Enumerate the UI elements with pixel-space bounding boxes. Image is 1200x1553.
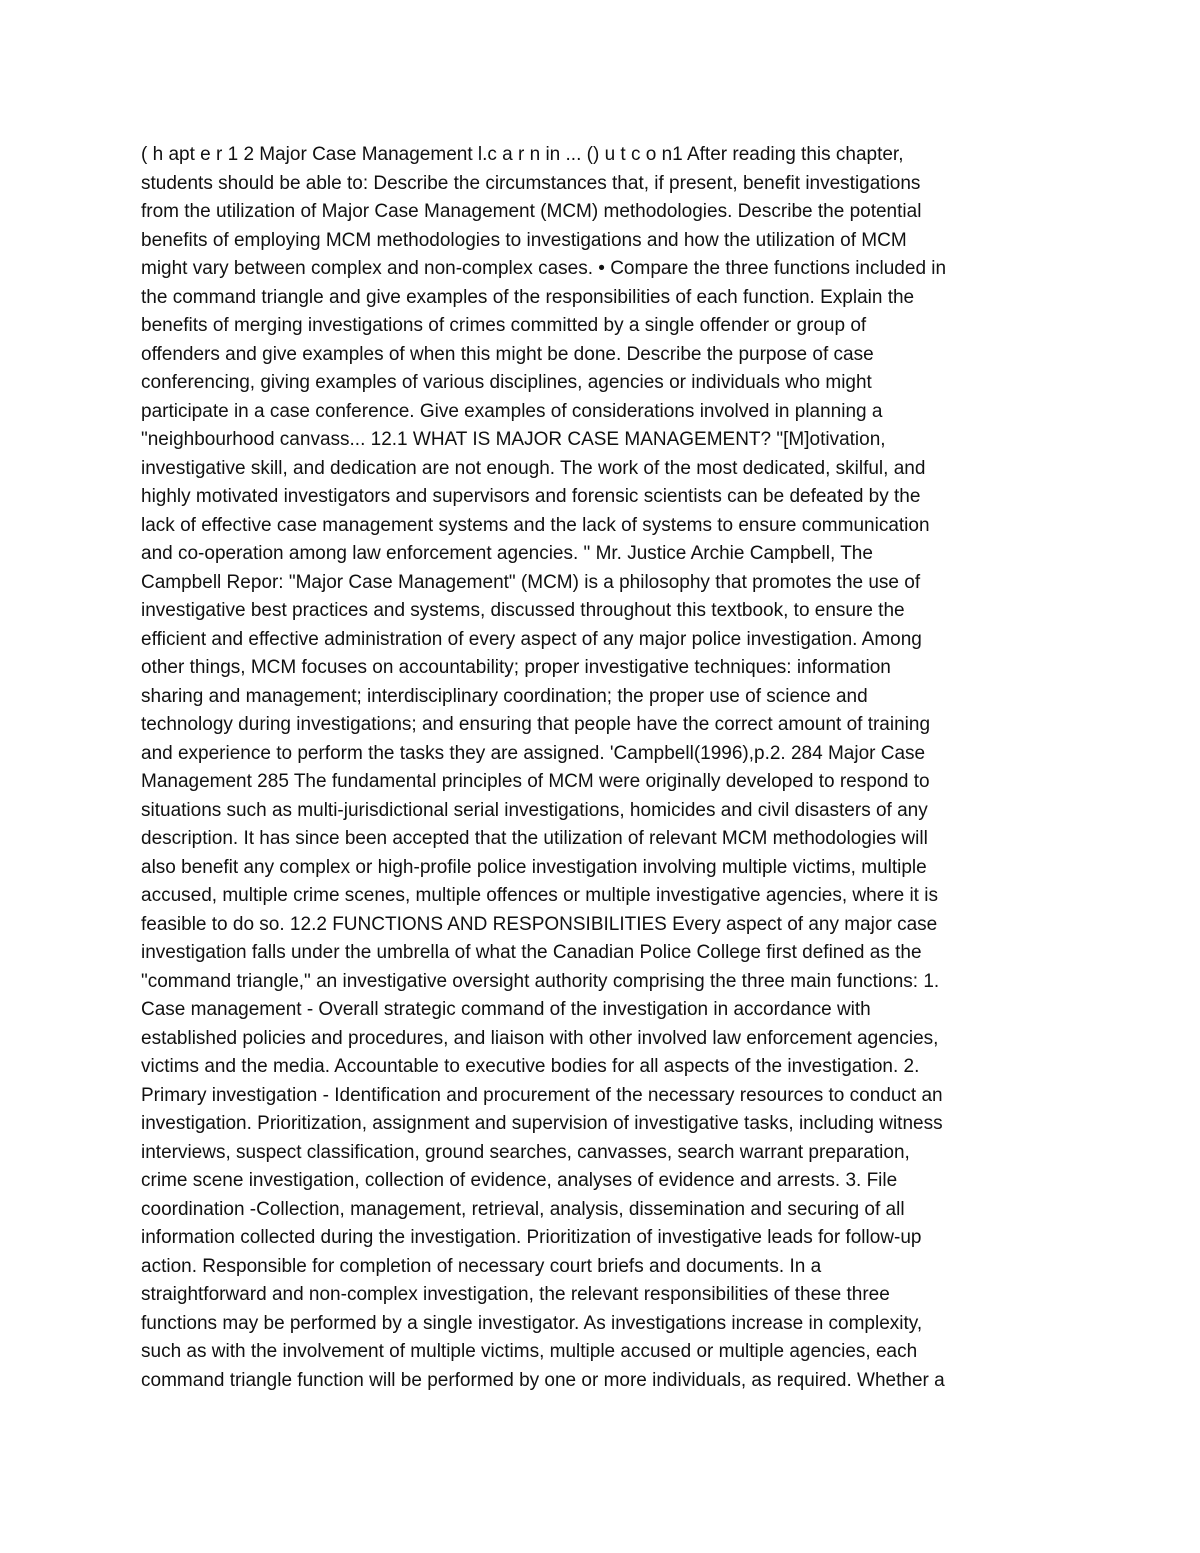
text-line: technology during investigations; and ensuring that people have the correct amount of training (141, 714, 931, 735)
text-line: Primary investigation - Identification and procurement of the necessary resources to conduct an (141, 1084, 943, 1106)
text-line: the command triangle and give examples of the responsibilities of each function. Explain the (141, 286, 915, 308)
text-line: investigation. Prioritization, assignment and supervision of investigative tasks, including witness (141, 1113, 943, 1134)
text-line: also benefit any complex or high-profile police investigation involving multiple victims, multiple (141, 856, 927, 878)
text-line: crime scene investigation, collection of evidence, analyses of evidence and arrests. 3. File (141, 1170, 898, 1191)
text-line: conferencing, giving examples of various disciplines, agencies or individuals who might (141, 372, 872, 393)
text-line: command triangle function will be performed by one or more individuals, as required. Whether a (141, 1369, 945, 1391)
text-line: and experience to perform the tasks they are assigned. 'Campbell(1996),p.2. 284 Major Case (141, 742, 926, 764)
text-line: and co-operation among law enforcement agencies. " Mr. Justice Archie Campbell, The (141, 543, 873, 564)
text-line: offenders and give examples of when this might be done. Describe the purpose of case (141, 343, 874, 365)
text-line: benefits of employing MCM methodologies to investigations and how the utilization of MCM (141, 229, 907, 251)
text-line: straightforward and non-complex investigation, the relevant responsibilities of these three (141, 1284, 890, 1305)
text-line: established policies and procedures, and liaison with other involved law enforcement agencies, (141, 1027, 939, 1049)
text-line: students should be able to: Describe the circumstances that, if present, benefit investigations (141, 172, 921, 194)
text-line: ( h apt e r 1 2 Major Case Management l.c a r n in ... () u t c o n1 After reading this chapter, (141, 144, 904, 165)
text-line: might vary between complex and non-complex cases. • Compare the three functions included in (141, 258, 947, 279)
text-line: Campbell Repor: "Major Case Management" (MCM) is a philosophy that promotes the use of (141, 571, 921, 593)
text-line: victims and the media. Accountable to executive bodies for all aspects of the investigation. 2. (141, 1056, 920, 1077)
text-line: action. Responsible for completion of necessary court briefs and documents. In a (141, 1255, 822, 1277)
text-line: information collected during the investigation. Prioritization of investigative leads for follow-up (141, 1227, 922, 1248)
text-line: functions may be performed by a single investigator. As investigations increase in complexity, (141, 1312, 923, 1334)
text-line: situations such as multi-jurisdictional serial investigations, homicides and civil disasters of any (141, 799, 928, 821)
text-line: lack of effective case management systems and the lack of systems to ensure communication (141, 514, 930, 536)
text-line: highly motivated investigators and supervisors and forensic scientists can be defeated by the (141, 486, 921, 507)
text-line: coordination -Collection, management, retrieval, analysis, dissemination and securing of all (141, 1198, 905, 1220)
text-line: Case management - Overall strategic command of the investigation in accordance with (141, 999, 871, 1020)
text-line: investigative best practices and systems, discussed throughout this textbook, to ensure the (141, 600, 905, 621)
text-line: Management 285 The fundamental principles of MCM were originally developed to respond to (141, 771, 930, 792)
body-text (141, 141, 1071, 1395)
text-line: other things, MCM focuses on accountability; proper investigative techniques: information (141, 657, 891, 678)
text-line: accused, multiple crime scenes, multiple offences or multiple investigative agencies, where it is (141, 885, 938, 906)
text-line: efficient and effective administration of every aspect of any major police investigation. Among (141, 628, 922, 650)
text-line: description. It has since been accepted that the utilization of relevant MCM methodologies will (141, 828, 928, 849)
text-line: feasible to do so. 12.2 FUNCTIONS AND RESPONSIBILITIES Every aspect of any major case (141, 913, 938, 935)
text-line: such as with the involvement of multiple victims, multiple accused or multiple agencies, each (141, 1341, 918, 1362)
text-line: investigative skill, and dedication are not enough. The work of the most dedicated, skilful, and (141, 457, 926, 479)
text-line: sharing and management; interdisciplinary coordination; the proper use of science and (141, 685, 868, 707)
text-line: interviews, suspect classification, ground searches, canvasses, search warrant preparation, (141, 1141, 910, 1163)
text-line: "command triangle," an investigative oversight authority comprising the three main functions: 1. (141, 970, 940, 992)
text-line: investigation falls under the umbrella of what the Canadian Police College first defined as the (141, 942, 922, 963)
text-line: benefits of merging investigations of crimes committed by a single offender or group of (141, 315, 867, 336)
text-line: from the utilization of Major Case Management (MCM) methodologies. Describe the potential (141, 201, 922, 222)
text-line: participate in a case conference. Give examples of considerations involved in planning a (141, 400, 883, 422)
text-line: "neighbourhood canvass... 12.1 WHAT IS MAJOR CASE MANAGEMENT? "[M]otivation, (141, 429, 886, 450)
